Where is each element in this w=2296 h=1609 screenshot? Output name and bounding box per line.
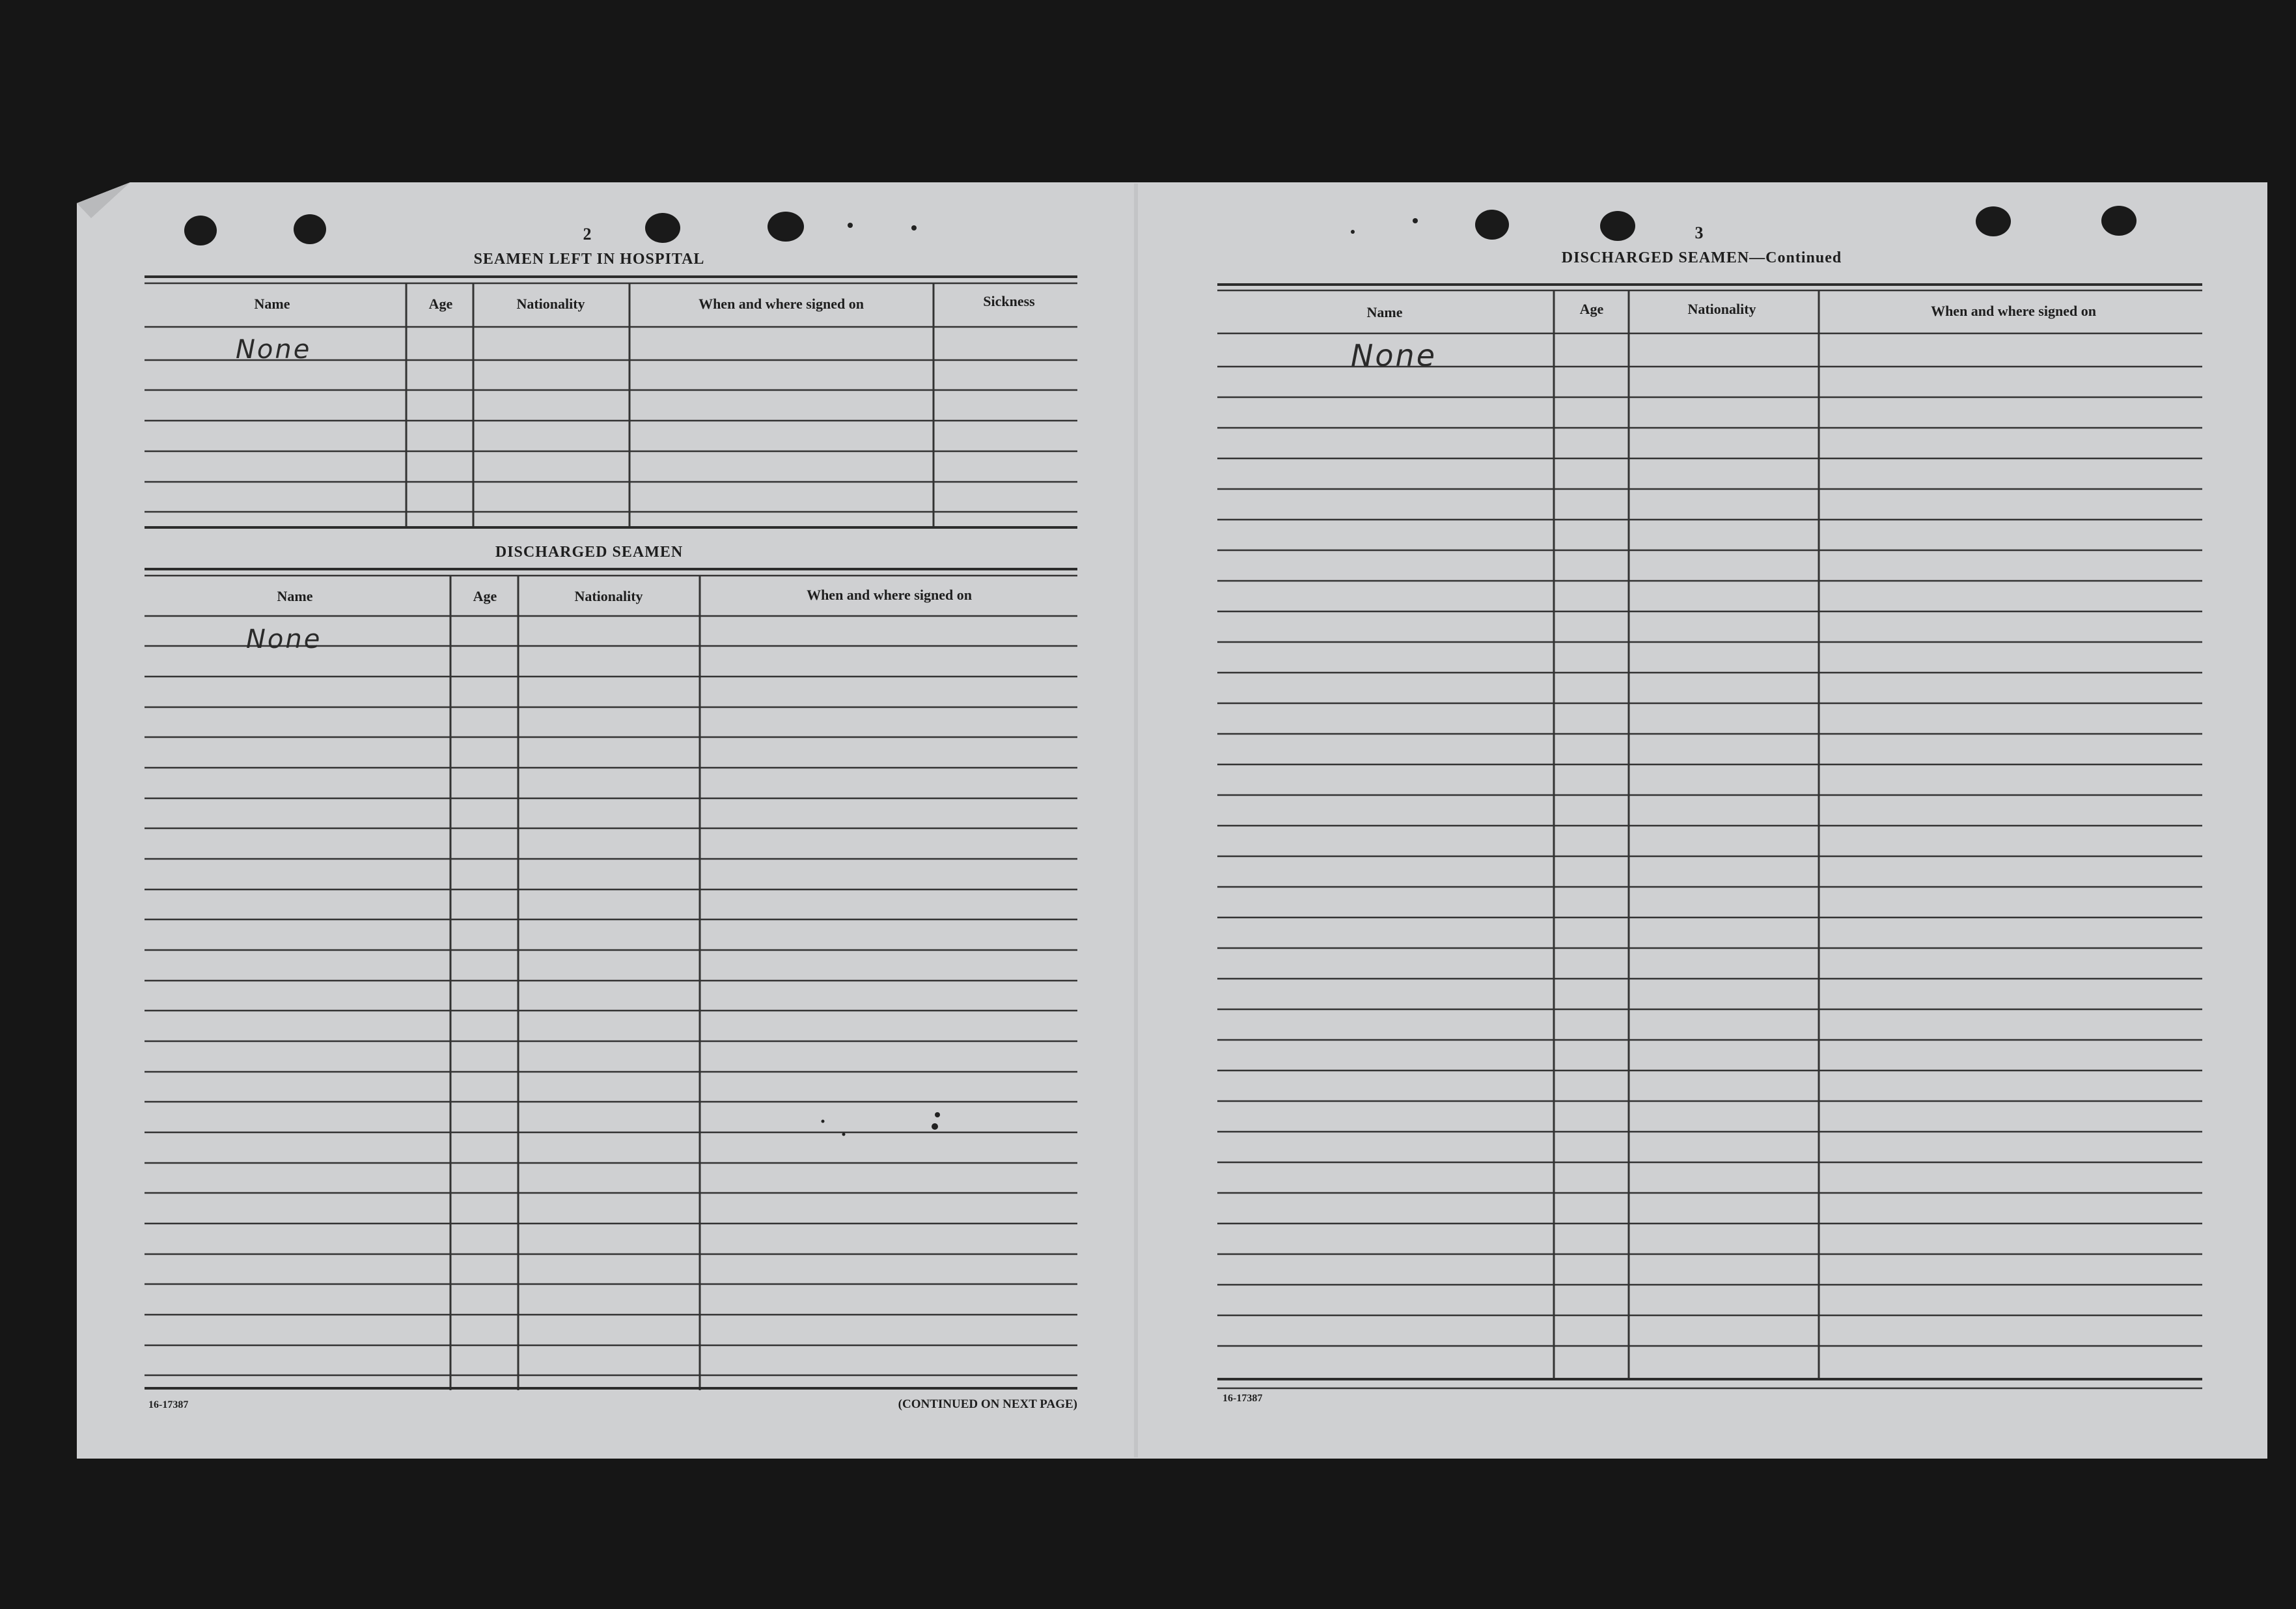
right-form-number: 16-17387 bbox=[1223, 1393, 1263, 1404]
right-col-age: Age bbox=[1579, 301, 1604, 317]
right-page-number: 3 bbox=[1694, 223, 1704, 242]
hospital-col-signed-on: When and where signed on bbox=[698, 296, 864, 312]
hospital-section-title: SEAMEN LEFT IN HOSPITAL bbox=[473, 251, 705, 268]
right-section-title: DISCHARGED SEAMEN—Continued bbox=[1561, 249, 1842, 266]
hospital-col-age: Age bbox=[428, 296, 453, 312]
hospital-col-name: Name bbox=[254, 296, 290, 312]
right-col-nationality: Nationality bbox=[1687, 301, 1756, 317]
continued-note: (CONTINUED ON NEXT PAGE) bbox=[898, 1397, 1077, 1411]
discharged-entry-handwritten: None bbox=[246, 624, 322, 654]
discharged-section-title: DISCHARGED SEAMEN bbox=[495, 544, 684, 561]
discharged-col-nationality: Nationality bbox=[574, 588, 643, 604]
hospital-col-sickness: Sickness bbox=[983, 293, 1035, 309]
discharged-col-name: Name bbox=[277, 588, 313, 604]
hospital-entry-handwritten: None bbox=[236, 335, 312, 365]
left-form-number: 16-17387 bbox=[148, 1399, 189, 1410]
discharged-col-signed-on: When and where signed on bbox=[807, 587, 972, 603]
right-col-name: Name bbox=[1366, 304, 1403, 320]
left-page-number: 2 bbox=[583, 225, 592, 244]
right-col-signed-on: When and where signed on bbox=[1931, 303, 2096, 319]
discharged-col-age: Age bbox=[473, 588, 497, 604]
right-entry-handwritten: None bbox=[1351, 338, 1437, 373]
hospital-col-nationality: Nationality bbox=[516, 296, 585, 312]
